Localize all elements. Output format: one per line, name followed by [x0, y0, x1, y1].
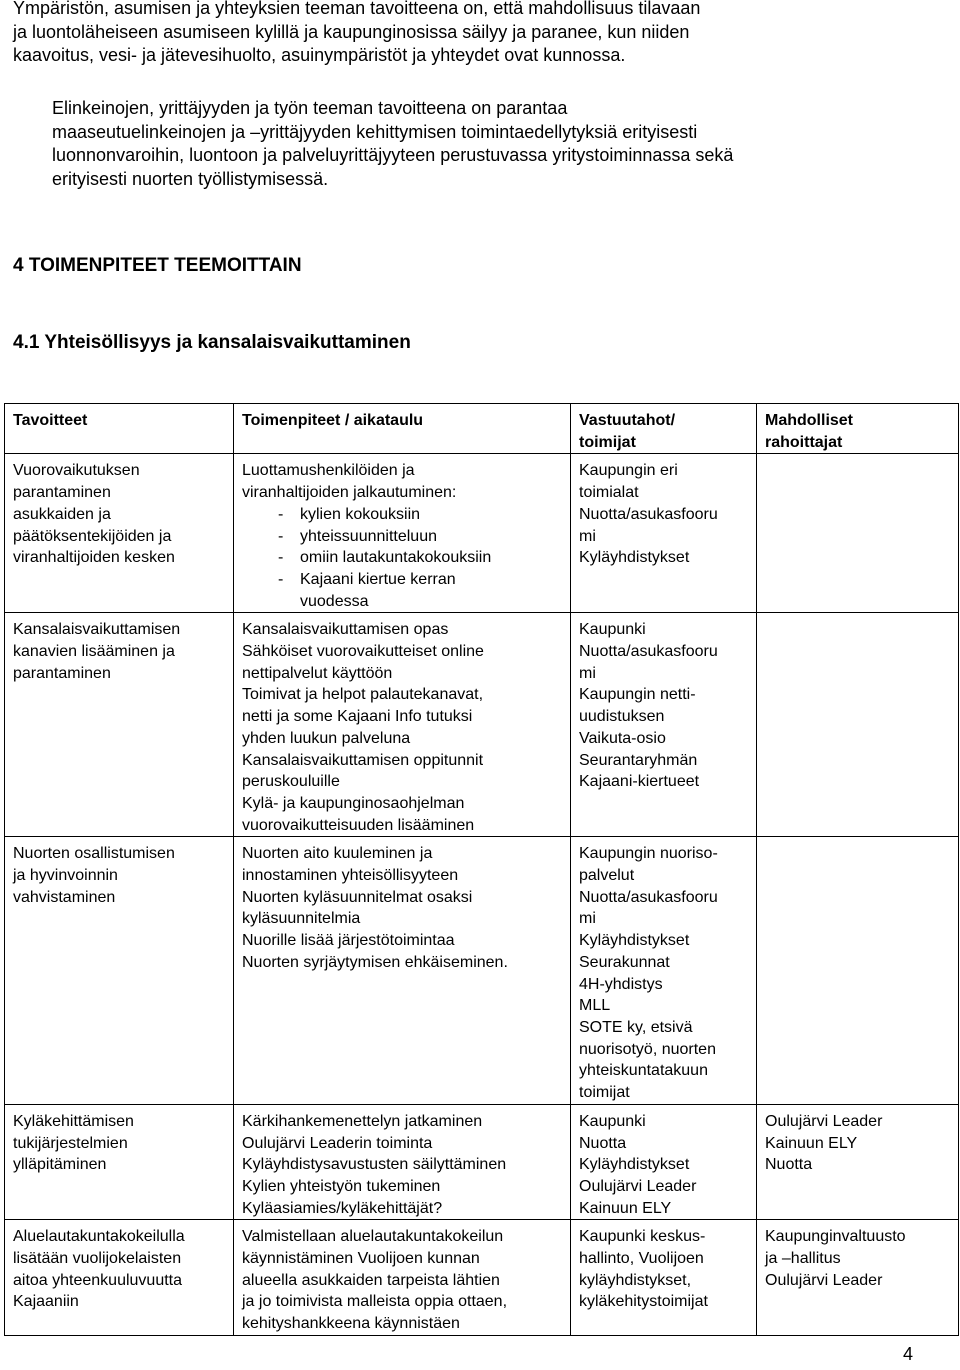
cell-line: peruskouluille [242, 773, 340, 791]
paragraph-line: erityisesti nuorten työllistymisessä. [52, 168, 329, 189]
cell-line: toimialat [579, 484, 639, 502]
cell-line: ylläpitäminen [13, 1156, 107, 1174]
cell-line: kyläsuunnitelmia [242, 910, 361, 928]
cell-line: Kaupunki [579, 1112, 646, 1130]
intro-paragraph-environment [13, 0, 700, 68]
cell-line: nettipalvelut käyttöön [242, 664, 393, 682]
funders-cell [757, 1104, 959, 1220]
cell-line: parantaminen [13, 484, 111, 502]
paragraph-line: ja luontoläheiseen asumiseen kylillä ja kaupunginosissa säilyy ja paranee, kun niiden [13, 21, 690, 42]
subsection-heading: 4.1 Yhteisöllisyys ja kansalaisvaikuttaminen [13, 332, 411, 353]
goal-cell [5, 1104, 234, 1220]
cell-line: Kansalaisvaikuttamisen [13, 621, 181, 639]
funders-cell [757, 613, 959, 837]
cell-line: Kärkihankemenettelyn jatkaminen [242, 1112, 483, 1130]
cell-line: yhden luukun palveluna [242, 729, 411, 747]
dash-list-item: - yhteissuunnitteluun [278, 527, 437, 545]
cell-line: Vuorovaikutuksen [13, 462, 140, 480]
cell-line: Vaikuta-osio [579, 729, 666, 747]
paragraph-line: maaseutuelinkeinojen ja –yrittäjyyden kehittymisen toimintaedellytyksiä erityisesti [52, 121, 698, 142]
header-responsible [571, 404, 757, 454]
table-row [5, 613, 959, 837]
cell-line: aitoa yhteenkuuluvuutta [13, 1271, 183, 1289]
responsible-cell [571, 1220, 757, 1336]
cell-line: päätöksentekijöiden ja [13, 527, 172, 545]
dash-list-item: - kylien kokouksiin [278, 505, 421, 523]
responsible-cell [571, 454, 757, 613]
cell-line: SOTE ky, etsivä [579, 1018, 693, 1036]
measures-table [4, 403, 959, 1336]
cell-line: MLL [579, 997, 611, 1015]
header-goals [5, 404, 234, 454]
responsible-cell [571, 613, 757, 837]
cell-line: Kyläyhdistykset [579, 1156, 690, 1174]
goal-cell [5, 454, 234, 613]
cell-line: Oulujärvi Leader [765, 1112, 883, 1130]
cell-line: Seurantaryhmän [579, 751, 698, 769]
cell-line: Kaupungin nuoriso- [579, 845, 718, 863]
cell-line: palvelut [579, 867, 635, 885]
cell-line: Kansalaisvaikuttamisen opas [242, 621, 449, 639]
funders-cell [757, 837, 959, 1104]
cell-line: Nuorille lisää järjestötoimintaa [242, 932, 455, 950]
header-funders [757, 404, 959, 454]
cell-line: Kainuun ELY [579, 1199, 672, 1217]
goal-cell [5, 613, 234, 837]
table-row [5, 837, 959, 1104]
cell-line: viranhaltijoiden kesken [13, 549, 175, 567]
cell-line: Nuotta/asukasfooru [579, 888, 718, 906]
cell-line: yhteiskuntatakuun [579, 1062, 708, 1080]
cell-line: nuorisotyö, nuorten [579, 1040, 716, 1058]
actions-cell [234, 1220, 571, 1336]
cell-line: lisätään vuolijokelaisten [13, 1250, 182, 1268]
actions-cell [234, 837, 571, 1104]
header-line: Toimenpiteet / aikataulu [242, 412, 424, 429]
cell-line: Oulujärvi Leaderin toiminta [242, 1134, 433, 1152]
cell-line: Kaupungin eri [579, 462, 678, 480]
cell-line: kehityshankkeena käynnistäen [242, 1315, 460, 1333]
funders-cell [757, 1220, 959, 1336]
paragraph-line: Elinkeinojen, yrittäjyyden ja työn teeman tavoitteena on parantaa [52, 98, 568, 118]
cell-line: 4H-yhdistys [579, 975, 663, 993]
cell-line: Valmistellaan aluelautakuntakokeilun [242, 1228, 504, 1246]
cell-line: Kajaaniin [13, 1293, 79, 1311]
dash-list-item: - omiin lautakuntakokouksiin [278, 549, 492, 567]
header-actions [234, 404, 571, 454]
header-line: rahoittajat [765, 433, 843, 451]
cell-line: toimijat [579, 1084, 630, 1102]
header-line: Tavoitteet [13, 412, 88, 429]
cell-line: Kaupunginvaltuusto [765, 1228, 906, 1246]
cell-line: Nuorten aito kuuleminen ja [242, 845, 433, 863]
cell-line: hallinto, Vuolijoen [579, 1250, 704, 1268]
cell-line: Kajaani-kiertueet [579, 773, 700, 791]
responsible-cell [571, 837, 757, 1104]
cell-line: Luottamushenkilöiden ja [242, 462, 415, 480]
cell-line: vuorovaikutteisuuden lisääminen [242, 816, 475, 834]
cell-line: mi [579, 664, 596, 682]
cell-line: innostaminen yhteisöllisyyteen [242, 867, 459, 885]
cell-line: ja jo toimivista malleista oppia ottaen, [242, 1293, 508, 1311]
cell-line: tukijärjestelmien [13, 1134, 128, 1152]
cell-line: parantaminen [13, 664, 111, 682]
cell-line: mi [579, 527, 596, 545]
cell-line: Oulujärvi Leader [579, 1177, 697, 1195]
cell-line: kyläkehitystoimijat [579, 1293, 708, 1311]
cell-line: Toimivat ja helpot palautekanavat, [242, 686, 484, 704]
paragraph-line: luonnonvaroihin, luontoon ja palveluyrittäjyyteen perustuvassa yritystoiminnassa sekä [52, 145, 734, 165]
table-row [5, 1104, 959, 1220]
dash-list-item: - Kajaani kiertue kerran [278, 570, 456, 588]
cell-line: Nuotta [765, 1156, 813, 1174]
cell-line: Kansalaisvaikuttamisen oppitunnit [242, 751, 484, 769]
cell-line: viranhaltijoiden jalkautuminen: [242, 484, 457, 502]
cell-line: Nuorten kyläsuunnitelmat osaksi [242, 888, 473, 906]
cell-line: Kaupungin netti- [579, 686, 696, 704]
cell-line: Oulujärvi Leader [765, 1271, 883, 1289]
cell-line: Nuorten osallistumisen [13, 845, 175, 863]
table-row [5, 454, 959, 613]
cell-line: Kaupunki keskus- [579, 1228, 706, 1246]
cell-line: Nuotta/asukasfooru [579, 643, 718, 661]
section-heading: 4 TOIMENPITEET TEEMOITTAIN [13, 255, 302, 276]
cell-line: Nuorten syrjäytymisen ehkäiseminen. [242, 953, 508, 971]
cell-line: Kyläkehittämisen [13, 1112, 134, 1130]
cell-line: vahvistaminen [13, 888, 116, 906]
cell-line: Aluelautakuntakokeilulla [13, 1228, 185, 1246]
cell-line: alueella asukkaiden tarpeista lähtien [242, 1271, 500, 1289]
funders-cell [757, 454, 959, 613]
cell-line: Kyläasiamies/kyläkehittäjät? [242, 1199, 443, 1217]
table-header-row [5, 404, 959, 454]
cell-line: uudistuksen [579, 708, 665, 726]
cell-line: Nuotta/asukasfooru [579, 505, 718, 523]
cell-line: Kyläyhdistykset [579, 549, 690, 567]
cell-line: ja hyvinvoinnin [13, 867, 118, 885]
intro-paragraph-livelihoods [52, 97, 733, 191]
cell-line: käynnistäminen Vuolijoen kunnan [242, 1250, 480, 1268]
paragraph-line: kaavoitus, vesi- ja jätevesihuolto, asuinympäristöt ja yhteydet ovat kunnossa. [13, 45, 626, 65]
cell-line: Kyläyhdistykset [579, 932, 690, 950]
cell-line: Seurakunnat [579, 953, 670, 971]
cell-line: Sähköiset vuorovaikutteiset online [242, 643, 484, 661]
table-row [5, 1220, 959, 1336]
actions-cell [234, 454, 571, 613]
cell-line: Kylä- ja kaupunginosaohjelman [242, 794, 465, 812]
actions-cell [234, 613, 571, 837]
goal-cell [5, 1220, 234, 1336]
cell-line: kyläyhdistykset, [579, 1271, 692, 1289]
goal-cell [5, 837, 234, 1104]
header-line: toimijat [579, 433, 636, 451]
cell-line: Kaupunki [579, 621, 646, 639]
page-number: 4 [903, 1344, 914, 1364]
cell-line: mi [579, 910, 596, 928]
actions-cell [234, 1104, 571, 1220]
cell-line: Kylien yhteistyön tukeminen [242, 1177, 441, 1195]
dash-list-continuation: vuodessa [300, 592, 369, 610]
cell-line: Kyläyhdistysavustusten säilyttäminen [242, 1156, 507, 1174]
header-line: Mahdolliset [765, 412, 854, 429]
cell-line: asukkaiden ja [13, 505, 111, 523]
responsible-cell [571, 1104, 757, 1220]
cell-line: netti ja some Kajaani Info tutuksi [242, 708, 473, 726]
paragraph-line: Ympäristön, asumisen ja yhteyksien teeman tavoitteena on, että mahdollisuus tilavaan [13, 0, 701, 18]
header-line: Vastuutahot/ [579, 412, 676, 429]
cell-line: Kainuun ELY [765, 1134, 858, 1152]
cell-line: ja –hallitus [765, 1250, 841, 1268]
cell-line: Nuotta [579, 1134, 627, 1152]
cell-line: kanavien lisääminen ja [13, 643, 175, 661]
